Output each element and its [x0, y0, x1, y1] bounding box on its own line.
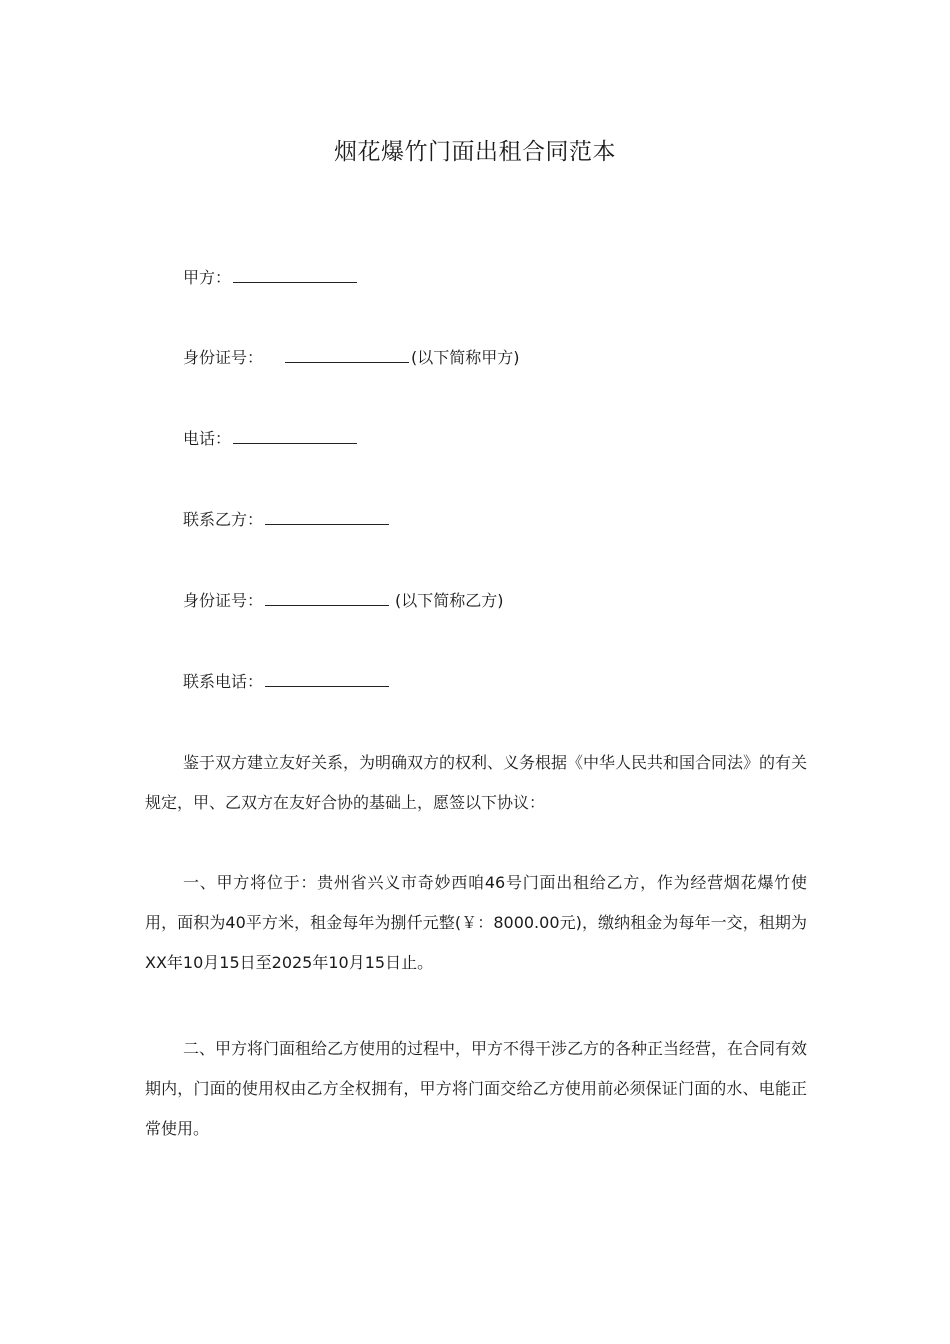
party-a-label: 甲方： [183, 268, 232, 287]
party-a-phone-field [183, 427, 357, 451]
party-b-id-blank[interactable] [265, 589, 389, 606]
party-a-id-note: (以下简称甲方) [411, 348, 520, 367]
party-b-id-field [183, 589, 504, 613]
document-title: 烟花爆竹门面出租合同范本 [334, 139, 616, 165]
party-a-id-blank[interactable] [285, 346, 409, 363]
party-b-phone-blank[interactable] [265, 670, 389, 687]
party-a-blank[interactable] [233, 266, 357, 283]
party-b-phone-field [183, 670, 389, 694]
party-b-field [183, 508, 389, 532]
party-a-phone-blank[interactable] [233, 427, 357, 444]
party-a-id-label: 身份证号： [183, 348, 264, 367]
paragraph-clause-1: 一、甲方将位于：贵州省兴义市奇妙西咱46号门面出租给乙方，作为经营烟花爆竹使用，面积为40平方米，租金每年为捌仟元整(￥：8000.00元)，缴纳租金为每年一交，租期为XX年10月15日至2025年10月15日止。 [145, 873, 807, 972]
party-a-phone-label: 电话： [183, 429, 232, 448]
party-b-blank[interactable] [265, 508, 389, 525]
paragraph-preamble: 鉴于双方建立友好关系，为明确双方的权利、义务根据《中华人民共和国合同法》的有关规定，甲、乙双方在友好合协的基础上，愿签以下协议： [145, 753, 808, 812]
party-b-phone-label: 联系电话： [183, 672, 264, 691]
party-b-id-label: 身份证号： [183, 591, 264, 610]
party-a-field [183, 266, 357, 290]
party-a-id-field [183, 346, 520, 370]
paragraph-clause-2: 二、甲方将门面租给乙方使用的过程中，甲方不得干涉乙方的各种正当经营，在合同有效期内，门面的使用权由乙方全权拥有，甲方将门面交给乙方使用前必须保证门面的水、电能正常使用。 [145, 1039, 808, 1138]
party-b-label: 联系乙方： [183, 510, 264, 529]
party-b-id-note: (以下简称乙方) [395, 591, 504, 610]
